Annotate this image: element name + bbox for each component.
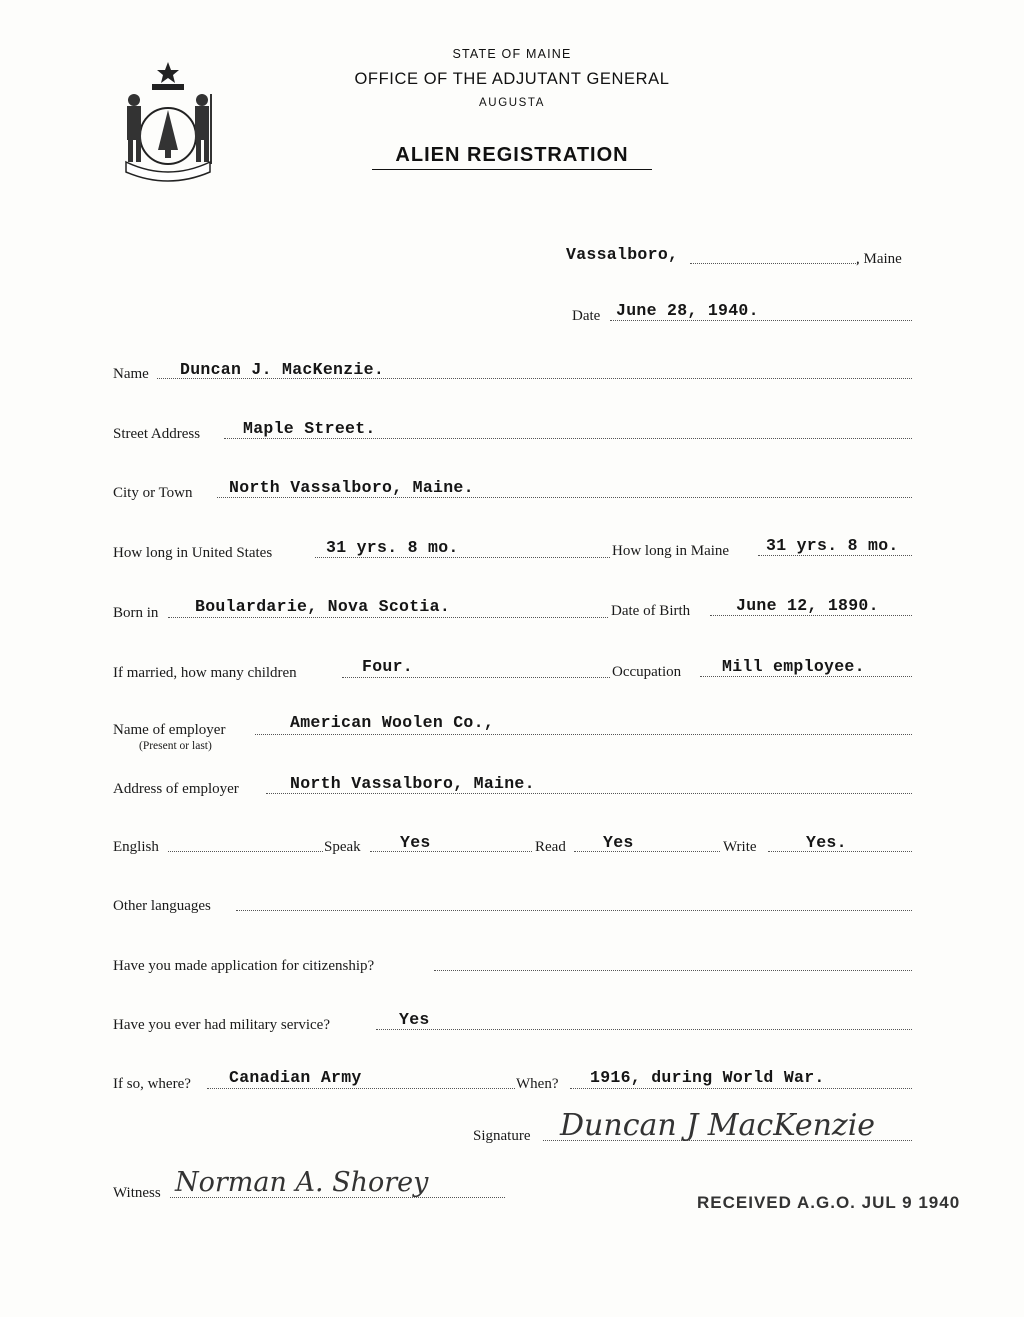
city-heading: AUGUSTA bbox=[479, 97, 545, 109]
state-heading: STATE OF MAINE bbox=[452, 47, 572, 61]
military-value: Yes bbox=[399, 1010, 430, 1029]
location-suffix: , Maine bbox=[856, 251, 902, 267]
us-time-label: How long in United States bbox=[113, 545, 273, 561]
witness-value: Norman A. Shorey bbox=[175, 1167, 429, 1198]
military-label: Have you ever had military service? bbox=[113, 1017, 330, 1033]
dob-value: June 12, 1890. bbox=[736, 596, 879, 615]
where-value: Canadian Army bbox=[229, 1068, 362, 1087]
us-time-value: 31 yrs. 8 mo. bbox=[326, 538, 459, 557]
date-label: Date bbox=[572, 308, 601, 324]
city-value: North Vassalboro, Maine. bbox=[229, 478, 474, 497]
other-languages-label: Other languages bbox=[113, 898, 211, 914]
received-stamp: RECEIVED A.G.O. JUL 9 1940 bbox=[697, 1193, 961, 1212]
employer-label: Name of employer bbox=[113, 722, 226, 738]
where-label: If so, where? bbox=[113, 1076, 191, 1092]
when-label: When? bbox=[516, 1076, 559, 1092]
speak-label: Speak bbox=[324, 839, 361, 855]
signature-label: Signature bbox=[473, 1128, 531, 1144]
write-label: Write bbox=[723, 839, 757, 855]
born-value: Boulardarie, Nova Scotia. bbox=[195, 597, 451, 616]
read-label: Read bbox=[535, 839, 566, 855]
employer-address-label: Address of employer bbox=[113, 781, 239, 797]
maine-time-label: How long in Maine bbox=[612, 543, 730, 559]
location-value: Vassalboro, bbox=[566, 245, 679, 264]
street-label: Street Address bbox=[113, 426, 201, 442]
dob-label: Date of Birth bbox=[611, 603, 691, 619]
office-heading: OFFICE OF THE ADJUTANT GENERAL bbox=[354, 70, 670, 88]
form-title: ALIEN REGISTRATION bbox=[372, 144, 652, 170]
street-value: Maple Street. bbox=[243, 419, 376, 438]
children-value: Four. bbox=[362, 657, 414, 676]
employer-value: American Woolen Co., bbox=[290, 713, 495, 732]
citizenship-label: Have you made application for citizenship? bbox=[113, 958, 375, 974]
employer-address-value: North Vassalboro, Maine. bbox=[290, 774, 535, 793]
english-label: English bbox=[113, 839, 159, 855]
write-value: Yes. bbox=[806, 833, 847, 852]
name-value: Duncan J. MacKenzie. bbox=[180, 360, 385, 379]
speak-value: Yes bbox=[400, 833, 431, 852]
born-label: Born in bbox=[113, 605, 159, 621]
city-label: City or Town bbox=[113, 485, 193, 501]
maine-time-value: 31 yrs. 8 mo. bbox=[766, 536, 899, 555]
when-value: 1916, during World War. bbox=[590, 1068, 825, 1087]
name-label: Name bbox=[113, 366, 149, 382]
signature-value: Duncan J MacKenzie bbox=[560, 1108, 876, 1143]
occupation-label: Occupation bbox=[612, 664, 682, 680]
date-value: June 28, 1940. bbox=[616, 301, 759, 320]
read-value: Yes bbox=[603, 833, 634, 852]
witness-label: Witness bbox=[113, 1185, 161, 1201]
children-label: If married, how many children bbox=[113, 665, 297, 681]
employer-sublabel: (Present or last) bbox=[139, 740, 212, 752]
occupation-value: Mill employee. bbox=[722, 657, 865, 676]
